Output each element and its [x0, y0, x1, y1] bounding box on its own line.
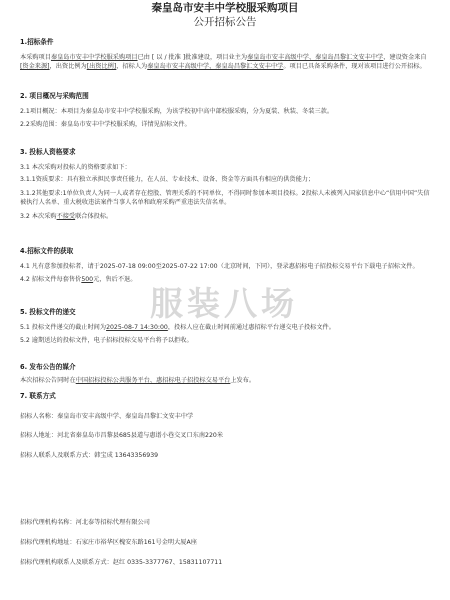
paragraph [20, 376, 434, 386]
paragraph: 3.1.2其他要求:1单位负责人为同一人或者存在控股、管理关系的不同单位，不得同时参加本项目投标。2投标人未被列入国家信息中心“信用中国”失信被执行人名单、重大税收违法案件当事人名单和政府采购严重违法失信名单。 [20, 189, 430, 207]
paragraph: 2.2采购范围：秦皇岛市安丰中学校服采购，详情见招标文件。 [20, 121, 191, 129]
text: ，投标人应在截止时间前通过惠招标平台递交电子投标文件。 [167, 323, 335, 331]
text: 批准建设，项目业主为 [185, 53, 248, 61]
text: 元，售后不退。 [93, 276, 137, 284]
text: 4.2 招标文件每套售价 [20, 276, 82, 284]
section-2 [20, 92, 434, 130]
text: 本采购项目 [20, 53, 51, 61]
section-heading: 7. 联系方式 [20, 392, 56, 400]
text: ，出资比例为 [49, 63, 87, 71]
paragraph [20, 212, 434, 222]
agent-name: 招标代理机构名称：河北泰等招标代理有限公司 [20, 519, 150, 527]
project-owner: 秦皇岛市安丰高级中学、秦皇岛昌黎汇文安丰中学 [247, 53, 384, 61]
text: ，招标人为 [116, 63, 148, 71]
project-name: 秦皇岛市安丰中学校服采购项目 [50, 53, 138, 61]
text: ，建设资金来自 [383, 53, 427, 61]
section-6 [20, 363, 434, 385]
submission-deadline: 2025-08-7 14:30:00 [106, 323, 168, 331]
funding-ratio: [出资比例] [86, 63, 117, 71]
section-heading: 6. 发布公告的媒介 [20, 363, 76, 371]
funding-source: [资金来源] [20, 63, 50, 71]
section-heading: 5. 投标文件的递交 [20, 308, 76, 316]
tenderer-address: 招标人地址：河北省秦皇岛市昌黎县685县道与惠谱小巷交叉口东南220米 [20, 432, 224, 440]
paragraph: 5.2 逾期送达的投标文件，电子招标投标交易平台将予以拒收。 [20, 337, 193, 345]
tenderer-name: 招标人名称：秦皇岛市安丰高级中学、秦皇岛昌黎汇文安丰中学 [20, 412, 194, 420]
paragraph: 4.1 凡有意参加投标者，请于2025-07-18 09:00至2025-07-22 17:00（北京时间，下同），登录惠招标电子招投标交易平台下载电子招标文件。 [20, 262, 419, 270]
document-subtitle: 公开招标公告 [193, 16, 257, 28]
text: 已由 [ 以 / 批准 ] [137, 53, 186, 61]
document-title: 秦皇岛市安丰中学校服采购项目 [151, 2, 299, 14]
text: 本次招标公告同时在 [20, 376, 76, 384]
section-heading: 3. 投标人资格要求 [20, 148, 76, 156]
text: 联合体投标。 [75, 212, 113, 220]
section-1 [20, 38, 434, 72]
paragraph: 3.1 本次采购对投标人的资格要求如下： [20, 163, 131, 171]
consortium-policy: 不接受 [56, 212, 76, 220]
document-price: 500 [81, 276, 94, 284]
agent-address: 招标代理机构地址：石家庄市裕华区槐安东路161号金明大厦A座 [20, 538, 197, 546]
section-heading: 1.招标条件 [20, 38, 54, 46]
agent-contact: 招标代理机构联系人及联系方式：赵红 0335-3377767、15831107711 [20, 558, 223, 566]
text: 。项目已具备采购条件，现对该项目进行公开招标。 [283, 63, 426, 71]
text: 3.2 本次采购 [20, 212, 57, 220]
section-3 [20, 148, 434, 222]
paragraph [20, 53, 434, 72]
text: 5.1 投标文件递交的截止时间为 [20, 323, 107, 331]
section-7 [20, 392, 434, 567]
paragraph: 2.1项目概况：本项目为秦皇岛市安丰中学校服采购，为该学校初中高中部校服采购，分为夏装、秋装、冬装三款。 [20, 107, 334, 115]
tenderer-contact: 招标人联系人及联系方式：韩宝成 13643356939 [20, 451, 159, 459]
text: 上发布。 [230, 376, 256, 384]
section-heading: 4.招标文件的获取 [20, 247, 74, 255]
paragraph: 3.1.1资质要求：具有独立承担民事责任能力，在人员、专业技术、设备、资金等方面具有相应的供货能力； [20, 176, 315, 184]
section-heading: 2. 项目概况与采购范围 [20, 92, 89, 100]
publication-media: 中国招标投标公共服务平台、惠招标电子招投标交易平台 [75, 376, 231, 384]
watermark-text: 服装八场 [150, 284, 298, 323]
tenderer: 秦皇岛市安丰高级中学、秦皇岛昌黎汇文安丰中学 [147, 63, 284, 71]
